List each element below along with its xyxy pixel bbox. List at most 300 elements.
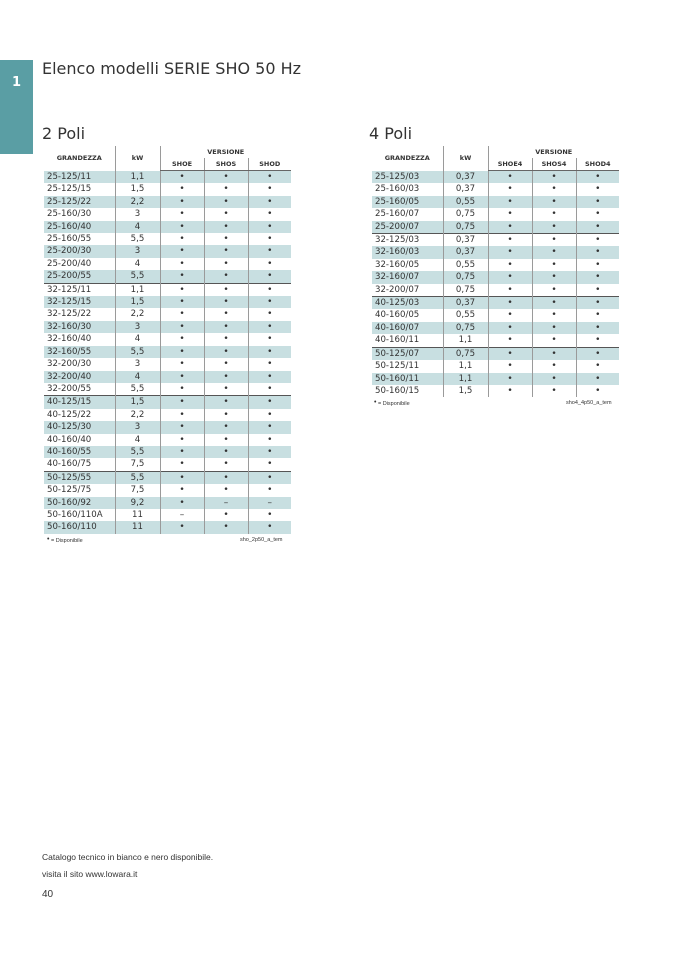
power-kw-cell: 0,75: [443, 322, 488, 334]
models-table-4-poli: [372, 146, 619, 397]
version-3-cell: •: [576, 360, 619, 372]
model-name-cell: 50-125/55: [44, 471, 115, 484]
version-3-cell: •: [248, 183, 291, 195]
model-name-cell: 25-160/55: [47, 234, 92, 245]
table-row: [44, 221, 291, 233]
table-row: [372, 196, 619, 208]
power-kw-cell: 1,1: [115, 283, 160, 296]
models-table-2-poli: [44, 146, 291, 534]
version-3-cell: •: [248, 333, 291, 345]
bullet-icon: •: [374, 399, 377, 406]
version-2-cell: •: [532, 196, 576, 208]
model-name-cell: 50-160/11: [372, 373, 443, 385]
table-row: [44, 396, 291, 409]
bullet-icon: •: [47, 536, 50, 543]
header-kw: kW: [115, 146, 160, 171]
power-kw-cell: 11: [115, 509, 160, 521]
version-1-cell: •: [488, 322, 532, 334]
model-name-cell: 32-125/15: [44, 296, 115, 308]
table-row: [44, 333, 291, 345]
version-2-cell: •: [532, 309, 576, 321]
power-kw-cell: 5,5: [115, 233, 160, 245]
version-2-cell: •: [204, 458, 248, 471]
model-name-cell: 32-125/11: [44, 283, 115, 296]
version-2-cell: •: [204, 183, 248, 195]
table-row: [44, 283, 291, 296]
version-1-cell: •: [160, 434, 204, 446]
power-kw-cell: 2,2: [115, 196, 160, 208]
version-1-cell: •: [488, 183, 532, 195]
version-3-cell: •: [576, 221, 619, 234]
version-1-cell: •: [160, 283, 204, 296]
version-1-cell: •: [160, 196, 204, 208]
model-name-cell: 50-160/110A: [47, 509, 103, 520]
version-2-cell: •: [204, 409, 248, 421]
version-2-cell: •: [532, 297, 576, 310]
table-row: [44, 484, 291, 496]
power-kw-cell: 0,37: [443, 171, 488, 184]
version-1-cell: •: [160, 221, 204, 233]
version-3-cell: •: [576, 297, 619, 310]
version-1-cell: •: [488, 271, 532, 283]
version-3-cell: •: [248, 446, 291, 458]
power-kw-cell: 1,5: [115, 183, 160, 195]
version-1-cell: •: [488, 221, 532, 234]
version-1-cell: •: [160, 296, 204, 308]
version-3-cell: •: [248, 258, 291, 270]
version-2-cell: •: [532, 334, 576, 347]
version-3-cell: •: [576, 246, 619, 258]
version-3-cell: •: [248, 509, 291, 521]
version-3-cell: •: [576, 183, 619, 195]
chapter-number: 1: [11, 75, 22, 90]
model-name-cell: 50-125/07: [372, 347, 443, 360]
version-3-cell: •: [248, 421, 291, 433]
power-kw-cell: 4: [115, 333, 160, 345]
legend-text: = Disponibile: [377, 401, 410, 407]
version-1-cell: •: [160, 270, 204, 283]
version-2-cell: •: [204, 221, 248, 233]
version-2-cell: •: [204, 308, 248, 320]
power-kw-cell: 3: [115, 321, 160, 333]
header-version-3: SHOD: [248, 158, 291, 171]
model-name-cell: 32-125/03: [372, 234, 443, 247]
version-3-cell: •: [248, 308, 291, 320]
version-3-cell: •: [576, 309, 619, 321]
table-row: [44, 296, 291, 308]
model-name-cell: 40-160/07: [372, 322, 443, 334]
table-row: [372, 360, 619, 372]
version-1-cell: •: [160, 233, 204, 245]
table-row: [372, 309, 619, 321]
table-row: [44, 171, 291, 184]
table-code-4-poli: sho4_4p50_a_tem: [566, 400, 612, 406]
version-2-cell: •: [532, 221, 576, 234]
table-row: [372, 246, 619, 258]
version-3-cell: •: [248, 383, 291, 396]
version-3-cell: •: [248, 396, 291, 409]
version-1-cell: •: [160, 471, 204, 484]
table-code-2-poli: sho_2p50_a_tem: [240, 537, 283, 543]
version-2-cell: •: [204, 346, 248, 358]
power-kw-cell: 2,2: [115, 409, 160, 421]
version-1-cell: •: [488, 309, 532, 321]
version-3-cell: •: [248, 484, 291, 496]
version-3-cell: •: [248, 358, 291, 370]
model-name-cell: 50-160/110: [44, 521, 115, 533]
table-row: [372, 271, 619, 283]
table-row: [372, 322, 619, 334]
version-2-cell: •: [204, 333, 248, 345]
footer-website-note: visita il sito www.lowara.it: [42, 869, 138, 879]
table-row: [44, 258, 291, 270]
version-1-cell: •: [160, 371, 204, 383]
version-2-cell: •: [204, 446, 248, 458]
version-1-cell: •: [160, 358, 204, 370]
version-3-cell: •: [248, 171, 291, 184]
table-row: [44, 471, 291, 484]
header-grandezza: GRANDEZZA: [384, 154, 430, 163]
table-row: [44, 208, 291, 220]
model-name-cell: 25-160/07: [375, 209, 420, 220]
version-3-cell: •: [248, 233, 291, 245]
version-3-cell: •: [576, 284, 619, 297]
version-2-cell: •: [204, 521, 248, 533]
version-3-cell: •: [576, 334, 619, 347]
power-kw-cell: 5,5: [115, 270, 160, 283]
model-name-cell: 25-200/30: [44, 245, 115, 257]
version-2-cell: •: [532, 271, 576, 283]
model-name-cell: 25-200/07: [372, 221, 443, 234]
version-1-cell: –: [160, 509, 204, 521]
version-1-cell: •: [488, 385, 532, 397]
power-kw-cell: 0,37: [443, 234, 488, 247]
model-name-cell: 50-125/75: [47, 485, 92, 496]
version-2-cell: •: [204, 358, 248, 370]
chapter-tab: [0, 60, 33, 154]
version-2-cell: •: [204, 396, 248, 409]
power-kw-cell: 5,5: [115, 383, 160, 396]
version-3-cell: •: [248, 270, 291, 283]
version-2-cell: •: [532, 259, 576, 271]
model-name-cell: 32-160/30: [44, 321, 115, 333]
model-name-cell: 50-160/15: [375, 385, 420, 396]
model-name-cell: 32-160/55: [44, 346, 115, 358]
version-1-cell: •: [488, 246, 532, 258]
model-name-cell: 25-200/40: [47, 258, 92, 269]
table-row: [372, 284, 619, 297]
table-row: [372, 373, 619, 385]
version-3-cell: •: [576, 196, 619, 208]
version-2-cell: •: [204, 245, 248, 257]
header-version-3: SHOD4: [576, 158, 619, 171]
power-kw-cell: 0,75: [443, 221, 488, 234]
model-name-cell: 25-160/30: [47, 209, 92, 220]
model-name-cell: 40-160/55: [44, 446, 115, 458]
table-row: [372, 347, 619, 360]
model-name-cell: 40-125/15: [44, 396, 115, 409]
version-1-cell: •: [488, 259, 532, 271]
power-kw-cell: 4: [115, 371, 160, 383]
version-3-cell: •: [248, 283, 291, 296]
model-name-cell: 25-125/15: [47, 184, 92, 195]
version-2-cell: •: [204, 421, 248, 433]
table-row: [372, 171, 619, 184]
version-2-cell: •: [532, 347, 576, 360]
version-3-cell: •: [248, 196, 291, 208]
model-name-cell: 32-125/22: [47, 309, 92, 320]
version-3-cell: •: [248, 296, 291, 308]
version-1-cell: •: [488, 297, 532, 310]
model-name-cell: 40-160/05: [375, 310, 420, 321]
power-kw-cell: 1,5: [115, 396, 160, 409]
power-kw-cell: 5,5: [115, 346, 160, 358]
power-kw-cell: 7,5: [115, 458, 160, 471]
version-1-cell: •: [160, 258, 204, 270]
power-kw-cell: 7,5: [115, 484, 160, 496]
version-3-cell: •: [576, 259, 619, 271]
header-versione: VERSIONE: [488, 146, 619, 158]
power-kw-cell: 1,1: [115, 171, 160, 184]
table-row: [44, 458, 291, 471]
version-2-cell: •: [204, 196, 248, 208]
table-row: [372, 385, 619, 397]
table-row: [44, 346, 291, 358]
table-row: [372, 259, 619, 271]
header-version-1: SHOE: [160, 158, 204, 171]
version-3-cell: •: [576, 347, 619, 360]
version-2-cell: •: [204, 509, 248, 521]
version-1-cell: •: [160, 308, 204, 320]
section-title-2-poli: 2 Poli: [42, 124, 86, 143]
version-2-cell: •: [204, 321, 248, 333]
model-name-cell: 25-125/11: [44, 171, 115, 184]
model-name-cell: 32-200/07: [375, 284, 420, 295]
page-title: Elenco modelli SERIE SHO 50 Hz: [42, 59, 302, 78]
version-1-cell: •: [160, 245, 204, 257]
version-2-cell: •: [204, 383, 248, 396]
version-3-cell: •: [248, 221, 291, 233]
power-kw-cell: 0,37: [443, 297, 488, 310]
version-3-cell: •: [248, 434, 291, 446]
power-kw-cell: 1,1: [443, 334, 488, 347]
table-row: [372, 297, 619, 310]
model-name-cell: 32-160/40: [47, 334, 92, 345]
table-row: [372, 183, 619, 195]
version-3-cell: •: [248, 208, 291, 220]
version-1-cell: •: [160, 396, 204, 409]
power-kw-cell: 0,75: [443, 208, 488, 220]
model-name-cell: 25-125/22: [44, 196, 115, 208]
table-row: [44, 521, 291, 533]
model-name-cell: 40-160/75: [47, 459, 92, 470]
version-1-cell: •: [160, 409, 204, 421]
power-kw-cell: 0,37: [443, 183, 488, 195]
version-3-cell: •: [248, 371, 291, 383]
power-kw-cell: 3: [115, 245, 160, 257]
version-1-cell: •: [488, 373, 532, 385]
version-3-cell: •: [248, 321, 291, 333]
table-row: [44, 308, 291, 320]
version-2-cell: •: [204, 471, 248, 484]
power-kw-cell: 4: [115, 434, 160, 446]
model-name-cell: 40-160/40: [47, 434, 92, 445]
version-2-cell: •: [204, 233, 248, 245]
table-row: [44, 358, 291, 370]
version-2-cell: •: [204, 270, 248, 283]
version-1-cell: •: [160, 458, 204, 471]
version-1-cell: •: [488, 196, 532, 208]
version-1-cell: •: [488, 171, 532, 184]
version-2-cell: •: [204, 484, 248, 496]
section-title-4-poli: 4 Poli: [369, 124, 413, 143]
version-1-cell: •: [488, 347, 532, 360]
table-row: [44, 233, 291, 245]
table-row: [372, 208, 619, 220]
version-3-cell: •: [576, 171, 619, 184]
model-name-cell: 40-125/30: [44, 421, 115, 433]
table-row: [44, 409, 291, 421]
header-kw: kW: [443, 146, 488, 171]
power-kw-cell: 5,5: [115, 471, 160, 484]
power-kw-cell: 0,75: [443, 284, 488, 297]
version-2-cell: •: [532, 322, 576, 334]
model-name-cell: 40-125/22: [47, 409, 92, 420]
model-name-cell: 25-160/03: [375, 184, 420, 195]
model-name-cell: 32-200/30: [47, 359, 92, 370]
version-1-cell: •: [488, 284, 532, 297]
version-1-cell: •: [160, 484, 204, 496]
power-kw-cell: 1,5: [443, 385, 488, 397]
version-3-cell: •: [576, 385, 619, 397]
version-2-cell: •: [532, 171, 576, 184]
version-3-cell: •: [248, 245, 291, 257]
version-3-cell: •: [576, 234, 619, 247]
power-kw-cell: 1,1: [443, 360, 488, 372]
version-3-cell: •: [576, 271, 619, 283]
model-name-cell: 32-200/40: [44, 371, 115, 383]
version-3-cell: •: [248, 409, 291, 421]
power-kw-cell: 0,75: [443, 347, 488, 360]
page-number: 40: [42, 889, 54, 900]
legend-2-poli: [47, 536, 83, 544]
version-1-cell: •: [160, 421, 204, 433]
version-1-cell: •: [160, 346, 204, 358]
model-name-cell: 50-160/92: [44, 497, 115, 509]
footer-catalog-note: Catalogo tecnico in bianco e nero disponibile.: [42, 852, 214, 862]
table-row: [372, 234, 619, 247]
model-name-cell: 40-125/03: [372, 297, 443, 310]
model-name-cell: 25-200/55: [44, 270, 115, 283]
table-row: [44, 383, 291, 396]
version-2-cell: •: [532, 208, 576, 220]
model-name-cell: 50-125/11: [375, 361, 420, 372]
table-row: [372, 221, 619, 234]
model-name-cell: 25-125/03: [372, 171, 443, 184]
table-row: [44, 371, 291, 383]
version-2-cell: •: [532, 284, 576, 297]
model-name-cell: 32-160/03: [372, 246, 443, 258]
model-name-cell: 32-200/55: [47, 383, 92, 394]
table-row: [44, 196, 291, 208]
power-kw-cell: 1,5: [115, 296, 160, 308]
power-kw-cell: 9,2: [115, 497, 160, 509]
version-1-cell: •: [488, 234, 532, 247]
header-version-2: SHOS: [204, 158, 248, 171]
version-1-cell: •: [160, 333, 204, 345]
table-row: [44, 270, 291, 283]
version-1-cell: •: [160, 208, 204, 220]
table-row: [44, 421, 291, 433]
table-row: [44, 509, 291, 521]
version-3-cell: –: [248, 497, 291, 509]
version-2-cell: •: [532, 373, 576, 385]
table-row: [44, 321, 291, 333]
version-2-cell: •: [204, 434, 248, 446]
legend-text: = Disponibile: [50, 538, 83, 544]
version-2-cell: •: [204, 296, 248, 308]
version-3-cell: •: [248, 521, 291, 533]
power-kw-cell: 0,55: [443, 259, 488, 271]
table-row: [372, 334, 619, 347]
version-1-cell: •: [160, 497, 204, 509]
version-1-cell: •: [488, 334, 532, 347]
power-kw-cell: 3: [115, 208, 160, 220]
power-kw-cell: 0,55: [443, 309, 488, 321]
version-3-cell: •: [576, 208, 619, 220]
version-3-cell: •: [248, 458, 291, 471]
table-row: [44, 446, 291, 458]
version-2-cell: •: [532, 246, 576, 258]
version-2-cell: •: [204, 283, 248, 296]
power-kw-cell: 2,2: [115, 308, 160, 320]
power-kw-cell: 3: [115, 358, 160, 370]
version-2-cell: •: [532, 360, 576, 372]
power-kw-cell: 0,37: [443, 246, 488, 258]
version-1-cell: •: [160, 521, 204, 533]
model-name-cell: 32-160/05: [375, 259, 420, 270]
version-1-cell: •: [160, 321, 204, 333]
version-1-cell: •: [160, 171, 204, 184]
version-3-cell: •: [576, 322, 619, 334]
header-grandezza: GRANDEZZA: [56, 154, 102, 163]
version-2-cell: •: [204, 258, 248, 270]
power-kw-cell: 4: [115, 221, 160, 233]
power-kw-cell: 3: [115, 421, 160, 433]
power-kw-cell: 0,75: [443, 271, 488, 283]
version-2-cell: •: [204, 371, 248, 383]
model-name-cell: 32-160/07: [372, 271, 443, 283]
power-kw-cell: 1,1: [443, 373, 488, 385]
version-1-cell: •: [160, 446, 204, 458]
version-3-cell: •: [576, 373, 619, 385]
version-1-cell: •: [488, 360, 532, 372]
model-name-cell: 25-160/05: [372, 196, 443, 208]
power-kw-cell: 11: [115, 521, 160, 533]
version-2-cell: •: [204, 208, 248, 220]
version-2-cell: •: [204, 171, 248, 184]
version-3-cell: •: [248, 346, 291, 358]
table-row: [44, 434, 291, 446]
header-version-1: SHOE4: [488, 158, 532, 171]
table-row: [44, 183, 291, 195]
power-kw-cell: 5,5: [115, 446, 160, 458]
version-3-cell: •: [248, 471, 291, 484]
header-version-2: SHOS4: [532, 158, 576, 171]
version-2-cell: •: [532, 385, 576, 397]
model-name-cell: 25-160/40: [44, 221, 115, 233]
version-2-cell: •: [532, 234, 576, 247]
